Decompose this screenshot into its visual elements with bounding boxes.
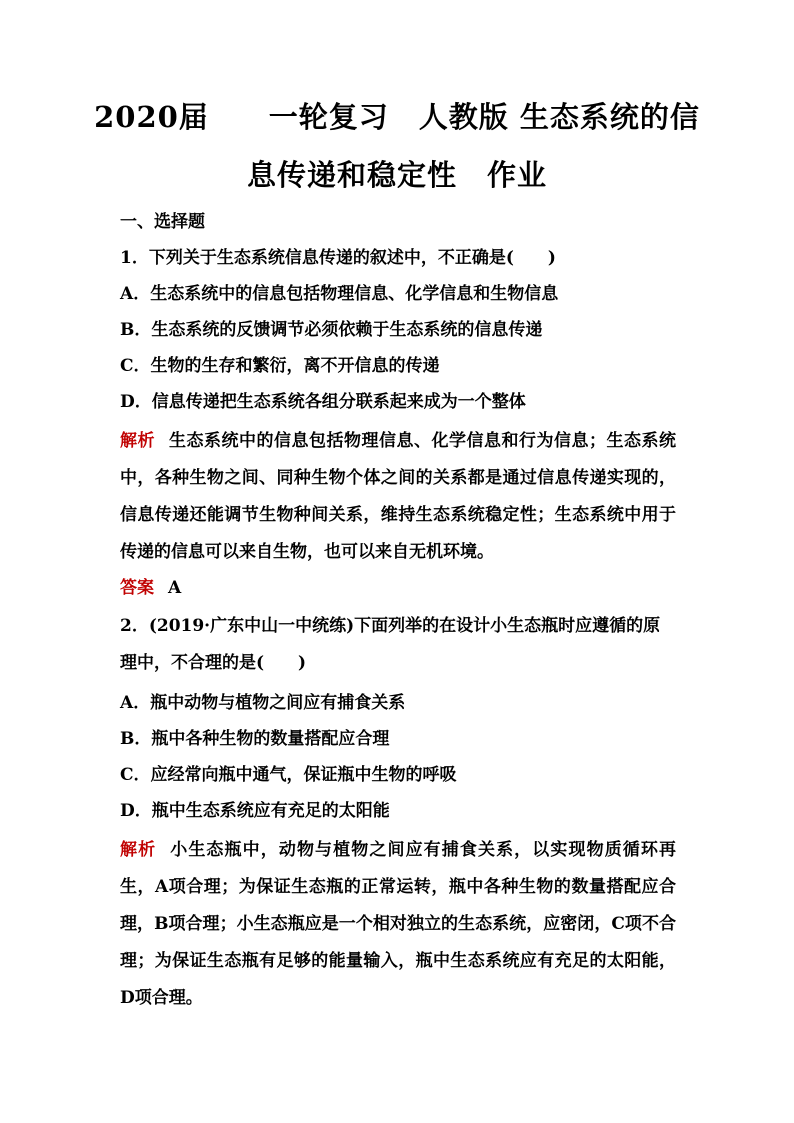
content	[120, 208, 676, 1017]
question-1-option-a: A．生态系统中的信息包括物理信息、化学信息和生物信息	[120, 284, 559, 304]
analysis-label: 解析	[120, 840, 157, 860]
question-2-analysis	[120, 832, 676, 1017]
section-heading: 一、选择题	[120, 212, 205, 232]
question-2-option-a: A．瓶中动物与植物之间应有捕食关系	[120, 693, 406, 713]
question-2-option-b: B．瓶中各种生物的数量搭配应合理	[120, 729, 390, 749]
question-1-answer	[120, 571, 676, 606]
question-1-analysis	[120, 423, 676, 571]
question-1-option-d: D．信息传递把生态系统各组分联系起来成为一个整体	[120, 392, 526, 412]
question-2-stem: 2．(2019·广东中山一中统练)下面列举的在设计小生态瓶时应遵循的原理中，不合理的是( )	[120, 616, 661, 673]
question-1-stem: 1．下列关于生态系统信息传递的叙述中，不正确是( )	[120, 248, 556, 268]
analysis-text: 生态系统中的信息包括物理信息、化学信息和行为信息；生态系统中，各种生物之间、同种生物个体之间的关系都是通过信息传递实现的，信息传递还能调节生物种间关系，维持生态系统稳定性；生态系统中用于传递的信息可以来自生物，也可以来自无机环境。	[120, 431, 676, 562]
answer-value: A	[168, 578, 182, 598]
question-1-option-b: B．生态系统的反馈调节必须依赖于生态系统的信息传递	[120, 320, 543, 340]
title-line-2: 息传递和稳定性 作业	[246, 158, 547, 192]
answer-label: 答案	[120, 578, 154, 598]
analysis-label: 解析	[120, 431, 155, 451]
question-2-option-d: D．瓶中生态系统应有充足的太阳能	[120, 801, 390, 821]
title-line-1: 2020届 一轮复习 人教版 生态系统的信	[94, 100, 700, 134]
question-2-option-c: C．应经常向瓶中通气，保证瓶中生物的呼吸	[120, 765, 457, 785]
question-1-option-c: C．生物的生存和繁衍，离不开信息的传递	[120, 356, 440, 376]
analysis-text: 小生态瓶中，动物与植物之间应有捕食关系，以实现物质循环再生，A项合理；为保证生态瓶的正常运转，瓶中各种生物的数量搭配应合理，B项合理；小生态瓶应是一个相对独立的生态系统，应密闭，C项不合理；为保证生态瓶有足够的能量输入，瓶中生态系统应有充足的太阳能，D项合理。	[120, 840, 677, 1008]
